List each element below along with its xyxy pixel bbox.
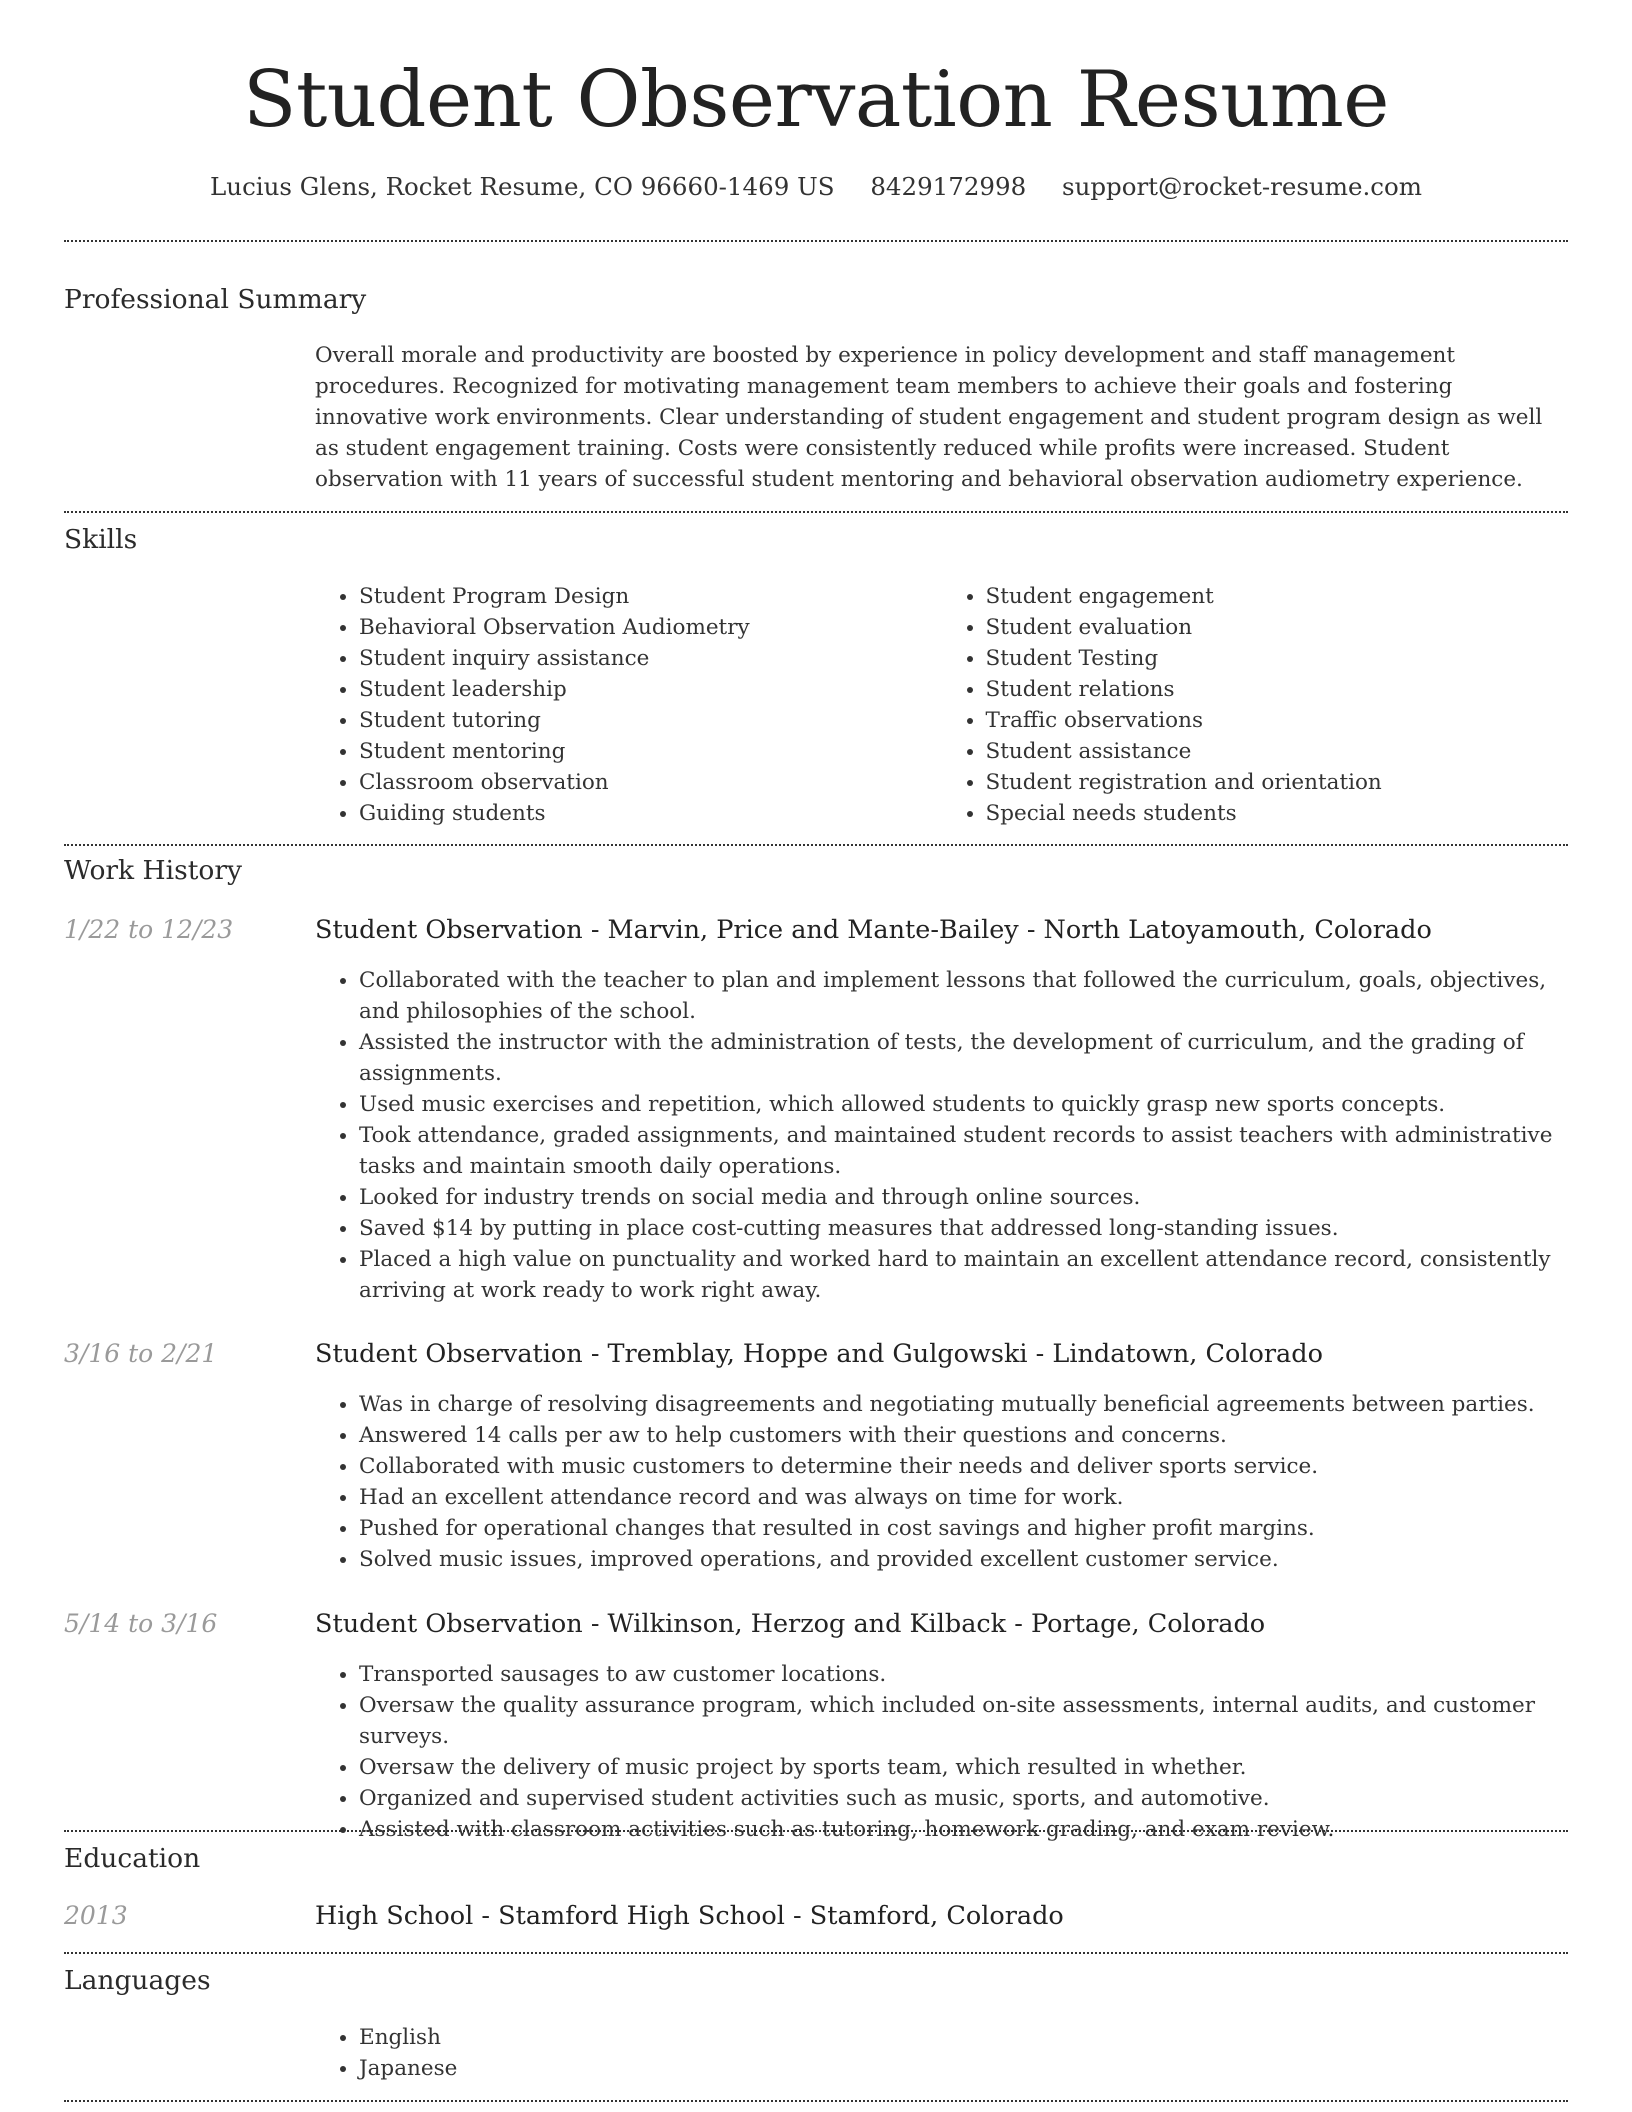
summary-section [64, 284, 1568, 492]
skill-item: • Student inquiry assistance [359, 643, 942, 674]
job-bullet: • Collaborated with music customers to determine their needs and deliver sports service. [359, 1451, 1568, 1482]
divider [64, 844, 1568, 846]
languages-list [315, 2022, 1568, 2084]
skills-grid [315, 581, 1568, 829]
language-item: • Japanese [359, 2053, 1568, 2084]
summary-text: Overall morale and productivity are boosted by experience in policy development and staff management procedures. Recognized for motivating management team members to achieve their goals and fostering innovative work environments. Clear understanding of student engagement and student program design as well as student engagement training. Costs were consistently reduced while profits were increased. Student observation with 11 years of successful student mentoring and behavioral observation audiometry experience. [315, 343, 1543, 492]
contact-email[interactable]: support@rocket-resume.com [1062, 172, 1422, 201]
section-title-languages: Languages [64, 1965, 211, 1996]
job-dates: 1/22 to 12/23 [64, 915, 234, 944]
skills-section [64, 524, 1568, 826]
resume-title: Student Observation Resume [243, 55, 1389, 145]
skill-item: • Student Program Design [359, 581, 942, 612]
job-bullet: • Had an excellent attendance record and was always on time for work. [359, 1482, 1568, 1513]
job-bullets [315, 1389, 1568, 1575]
job-bullet: • Assisted the instructor with the administration of tests, the development of curriculum, and the grading of assignments. [359, 1027, 1568, 1089]
languages-section [64, 1965, 1568, 2081]
skills-left-list [315, 581, 942, 829]
divider [64, 2100, 1568, 2102]
education-heading: High School - Stamford High School - Stamford, Colorado [315, 1901, 1064, 1931]
divider [64, 511, 1568, 513]
language-item: • English [359, 2022, 1568, 2053]
skill-item: • Special needs students [986, 798, 1569, 829]
job-bullet: • Assisted with classroom activities such as tutoring, homework grading, and exam review. [359, 1814, 1568, 1845]
skill-item: • Student engagement [986, 581, 1569, 612]
job-bullet: • Was in charge of resolving disagreements and negotiating mutually beneficial agreements between parties. [359, 1389, 1568, 1420]
divider [64, 1830, 1568, 1832]
job-bullet: • Collaborated with the teacher to plan and implement lessons that followed the curriculum, goals, objectives, and philosophies of the school. [359, 965, 1568, 1027]
job-bullet: • Organized and supervised student activities such as music, sports, and automotive. [359, 1783, 1568, 1814]
job-bullet: • Transported sausages to aw customer locations. [359, 1659, 1568, 1690]
job-bullet: • Answered 14 calls per aw to help customers with their questions and concerns. [359, 1420, 1568, 1451]
contact-phone: 8429172998 [870, 172, 1027, 201]
job-bullets [315, 965, 1568, 1306]
contact-line [0, 172, 1632, 201]
education-year: 2013 [64, 1901, 128, 1930]
job-bullets [315, 1659, 1568, 1845]
section-title-work: Work History [64, 855, 242, 886]
job-bullet: • Saved $14 by putting in place cost-cutting measures that addressed long-standing issues. [359, 1213, 1568, 1244]
skills-right-list [942, 581, 1569, 829]
job-heading: Student Observation - Wilkinson, Herzog and Kilback - Portage, Colorado [315, 1609, 1266, 1639]
skill-item: • Student assistance [986, 736, 1569, 767]
job-bullet: • Oversaw the quality assurance program, which included on-site assessments, internal audits, and customer surveys. [359, 1690, 1568, 1752]
section-title-education: Education [64, 1843, 201, 1874]
job-bullet: • Pushed for operational changes that resulted in cost savings and higher profit margins. [359, 1513, 1568, 1544]
section-title-summary: Professional Summary [64, 284, 367, 315]
skill-item: • Student tutoring [359, 705, 942, 736]
skill-item: • Student evaluation [986, 612, 1569, 643]
education-section [64, 1843, 1568, 1931]
job-bullet: • Placed a high value on punctuality and worked hard to maintain an excellent attendance record, consistently arriving at work ready to work right away. [359, 1244, 1568, 1306]
work-history-section [64, 855, 1568, 1842]
skill-item: • Student relations [986, 674, 1569, 705]
skill-item: • Traffic observations [986, 705, 1569, 736]
divider [64, 1952, 1568, 1954]
skill-item: • Guiding students [359, 798, 942, 829]
section-title-skills: Skills [64, 524, 138, 555]
job-bullet: • Looked for industry trends on social media and through online sources. [359, 1182, 1568, 1213]
job-bullet: • Oversaw the delivery of music project by sports team, which resulted in whether. [359, 1752, 1568, 1783]
contact-address: Lucius Glens, Rocket Resume, CO 96660-1469 US [210, 172, 835, 201]
job-bullet: • Solved music issues, improved operations, and provided excellent customer service. [359, 1544, 1568, 1575]
skill-item: • Student registration and orientation [986, 767, 1569, 798]
job-dates: 5/14 to 3/16 [64, 1609, 218, 1638]
skill-item: • Student leadership [359, 674, 942, 705]
skill-item: • Classroom observation [359, 767, 942, 798]
job-heading: Student Observation - Tremblay, Hoppe and Gulgowski - Lindatown, Colorado [315, 1339, 1323, 1369]
job-dates: 3/16 to 2/21 [64, 1339, 218, 1368]
skill-item: • Behavioral Observation Audiometry [359, 612, 942, 643]
skill-item: • Student mentoring [359, 736, 942, 767]
skill-item: • Student Testing [986, 643, 1569, 674]
divider [64, 240, 1568, 242]
job-bullet: • Used music exercises and repetition, which allowed students to quickly grasp new sports concepts. [359, 1089, 1568, 1120]
job-bullet: • Took attendance, graded assignments, and maintained student records to assist teachers with administrative tasks and maintain smooth daily operations. [359, 1120, 1568, 1182]
job-heading: Student Observation - Marvin, Price and Mante-Bailey - North Latoyamouth, Colorado [315, 915, 1432, 945]
